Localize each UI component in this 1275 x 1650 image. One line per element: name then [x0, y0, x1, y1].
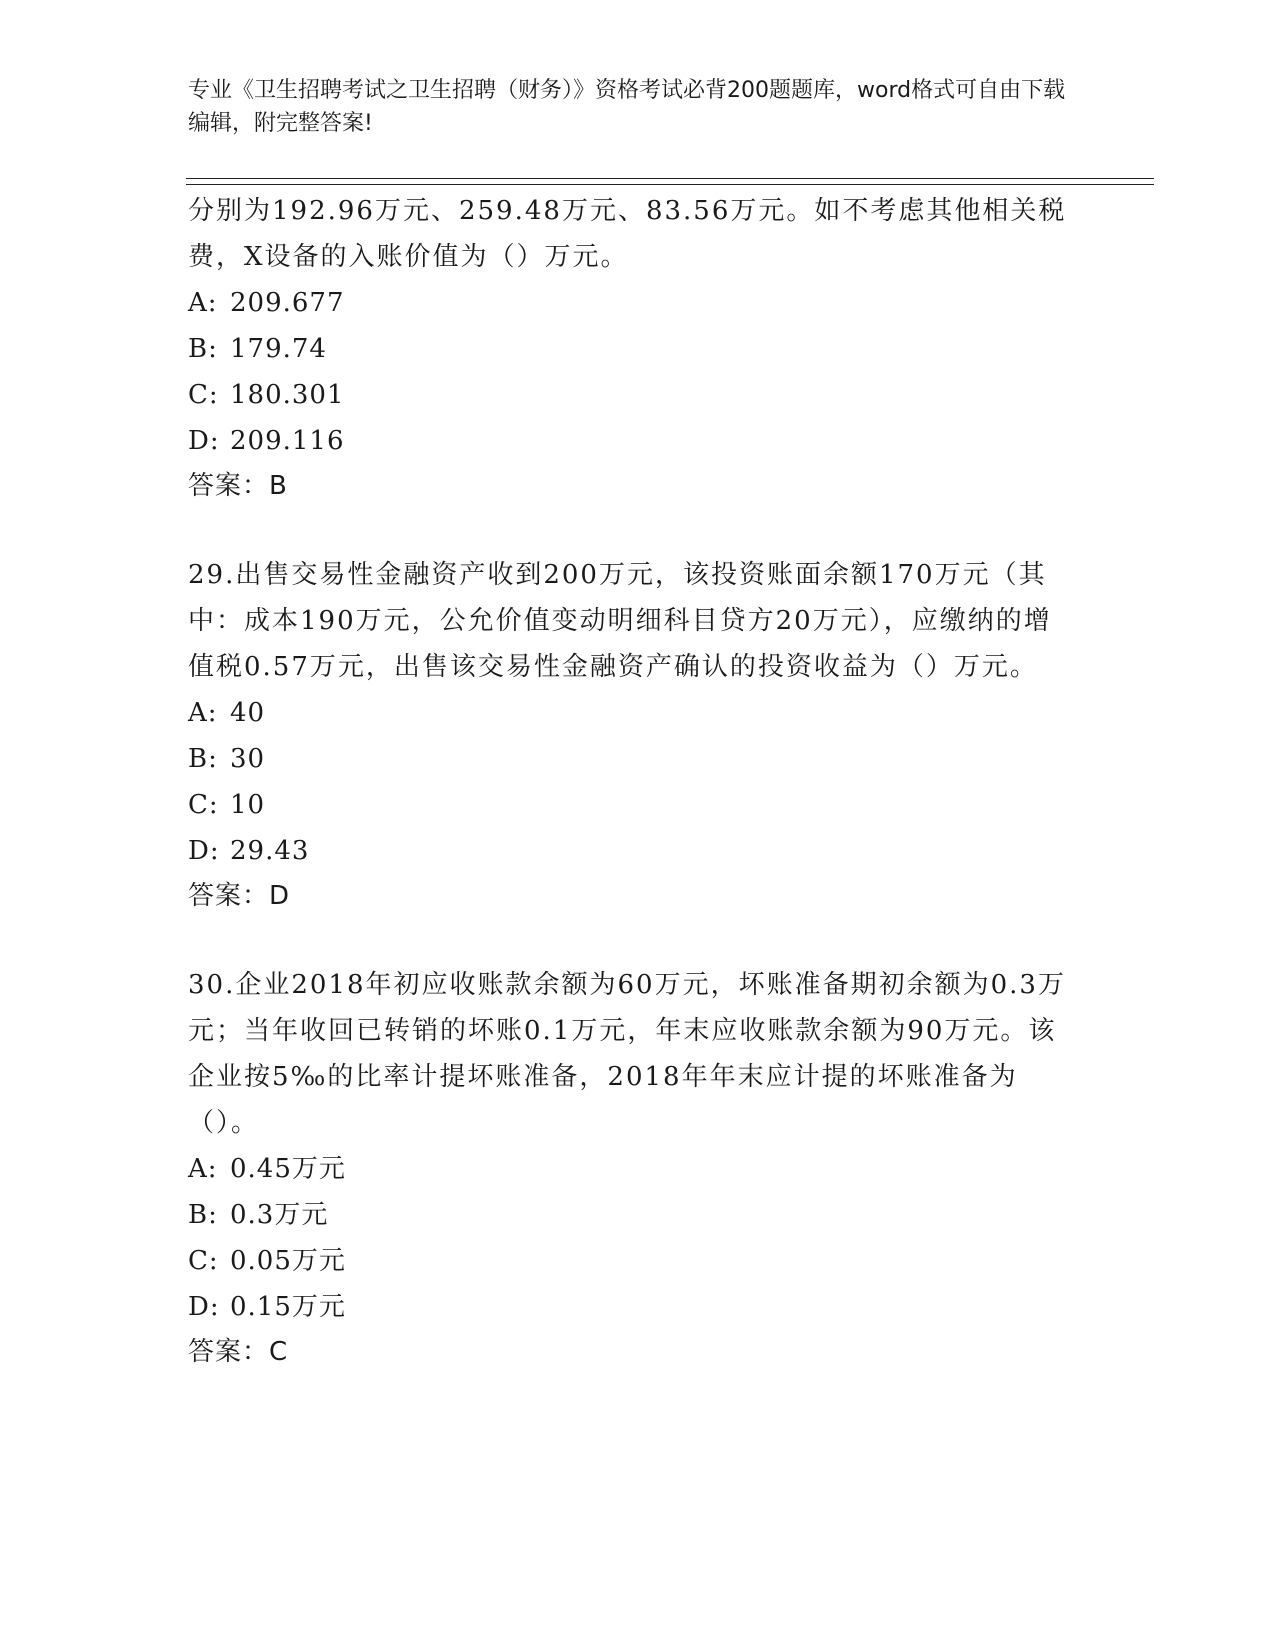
option-b — [188, 1192, 1068, 1238]
option-value: 10 — [230, 790, 266, 820]
option-key: A: — [188, 288, 218, 318]
option-a — [188, 280, 1068, 326]
option-key: B: — [188, 1200, 218, 1230]
option-value: 30 — [230, 744, 266, 774]
option-a — [188, 690, 1068, 736]
answer-line: 答案：B — [188, 471, 288, 501]
option-list — [188, 280, 1068, 464]
option-key: A: — [188, 698, 218, 728]
question-text: 分别为192.96万元、259.48万元、83.56万元。如不考虑其他相关税费，X设备的入账价值为（）万元。 — [188, 196, 1067, 272]
option-d — [188, 828, 1068, 874]
question-text: 30.企业2018年初应收账款余额为60万元，坏账准备期初余额为0.3万元；当年收回已转销的坏账0.1万元，年末应收账款余额为90万元。该企业按5‰的比率计提坏账准备，2018年年末应计提的坏账准备为（）。 — [188, 970, 1066, 1138]
option-value: 0.3万元 — [230, 1200, 329, 1230]
option-list — [188, 1146, 1068, 1330]
option-value: 0.05万元 — [230, 1246, 346, 1276]
option-key: D: — [188, 426, 220, 456]
option-key: D: — [188, 1292, 220, 1322]
header-divider-top — [186, 178, 1154, 179]
option-c — [188, 372, 1068, 418]
question-28-continued — [188, 188, 1068, 508]
option-value: 209.116 — [230, 426, 345, 456]
option-a — [188, 1146, 1068, 1192]
option-key: A: — [188, 1154, 218, 1184]
option-key: C: — [188, 790, 219, 820]
option-value: 29.43 — [230, 836, 310, 866]
answer-line: 答案：C — [188, 1337, 289, 1367]
header-divider-bottom — [186, 184, 1154, 185]
page-header: 专业《卫生招聘考试之卫生招聘（财务）》资格考试必背200题题库，word格式可自由下载编辑，附完整答案! — [188, 78, 1066, 136]
option-b — [188, 326, 1068, 372]
option-list — [188, 690, 1068, 874]
option-key: C: — [188, 1246, 219, 1276]
option-value: 40 — [230, 698, 266, 728]
option-value: 209.677 — [230, 288, 345, 318]
option-value: 0.15万元 — [230, 1292, 346, 1322]
option-value: 179.74 — [230, 334, 327, 364]
question-text: 29.出售交易性金融资产收到200万元，该投资账面余额170万元（其中：成本190万元，公允价值变动明细科目贷方20万元），应缴纳的增值税0.57万元，出售该交易性金融资产确认的投资收益为（）万元。 — [188, 560, 1052, 682]
question-list — [188, 188, 1068, 1374]
option-d — [188, 1284, 1068, 1330]
question-30 — [188, 962, 1068, 1374]
option-c — [188, 1238, 1068, 1284]
question-spacer — [188, 508, 1068, 552]
answer-line: 答案：D — [188, 881, 291, 911]
option-c — [188, 782, 1068, 828]
option-d — [188, 418, 1068, 464]
option-key: B: — [188, 334, 218, 364]
option-value: 0.45万元 — [230, 1154, 346, 1184]
option-key: B: — [188, 744, 218, 774]
question-spacer — [188, 918, 1068, 962]
question-29 — [188, 552, 1068, 918]
option-value: 180.301 — [230, 380, 345, 410]
option-key: D: — [188, 836, 220, 866]
option-b — [188, 736, 1068, 782]
option-key: C: — [188, 380, 219, 410]
